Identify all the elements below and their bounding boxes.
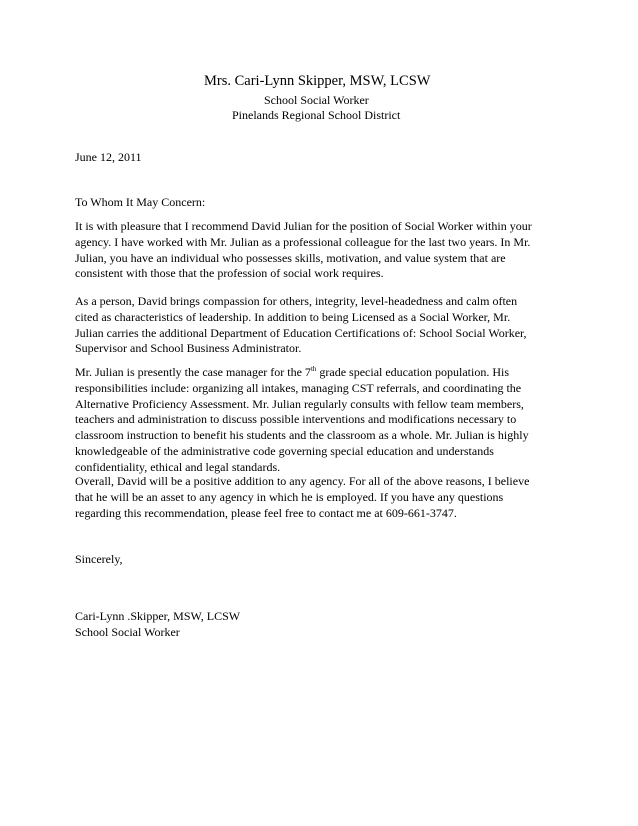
paragraph-line: Overall, David will be a positive addition to any agency. For all of the above reasons, I believe: [75, 474, 530, 488]
paragraph-line: cited as characteristics of leadership. In addition to being Licensed as a Social Worker, Mr.: [75, 309, 511, 324]
paragraph-line: [75, 365, 575, 381]
signature-title: School Social Worker: [75, 625, 180, 639]
paragraph-responsibilities: [75, 365, 575, 476]
signature-name: Cari-Lynn .Skipper, MSW, LCSW: [75, 609, 241, 623]
letterhead-district: Pinelands Regional School District: [232, 108, 401, 122]
ordinal-superscript: th: [310, 365, 317, 373]
paragraph-character: [75, 294, 575, 357]
paragraph-line: Julian carries the additional Department of Education Certifications of: School Social Worker,: [75, 325, 527, 340]
closing: Sincerely,: [75, 552, 123, 566]
paragraph-line: knowledgeable of the administrative code governing special education and understands: [75, 443, 494, 458]
letter-date: June 12, 2011: [75, 150, 142, 164]
paragraph-line: classroom instruction to benefit his students and the classroom as a whole. Mr. Julian is highly: [75, 428, 529, 443]
paragraph-line: Alternative Proficiency Assessment. Mr. Julian regularly consults with fellow team members,: [75, 396, 524, 411]
paragraph-line: that he will be an asset to any agency in which he is employed. If you have any questions: [75, 489, 504, 504]
paragraph-line: Supervisor and School Business Administrator.: [75, 341, 302, 356]
paragraph-line: regarding this recommendation, please feel free to contact me at 609-661-3747.: [75, 505, 457, 520]
paragraph-line: As a person, David brings compassion for others, integrity, level-headedness and calm often: [75, 294, 518, 308]
paragraph-line: consistent with those that the profession of social work requires.: [75, 266, 384, 281]
line-text: grade special education population. His: [316, 365, 509, 379]
paragraph-line: It is with pleasure that I recommend David Julian for the position of Social Worker within your: [75, 219, 532, 233]
paragraph-line: teachers and administration to discuss possible interventions and modifications necessary to: [75, 412, 517, 427]
paragraph-line: responsibilities include: organizing all intakes, managing CST referrals, and coordinating the: [75, 380, 522, 395]
paragraph-line: Julian, you have an individual who possesses skills, motivation, and value system that are: [75, 250, 506, 265]
letterhead-title: School Social Worker: [264, 93, 369, 107]
line-text: Mr. Julian is presently the case manager for the 7: [75, 365, 311, 379]
paragraph-recommendation: [75, 219, 575, 282]
paragraph-summary: [75, 474, 575, 521]
paragraph-line: confidentiality, ethical and legal standards.: [75, 459, 281, 474]
paragraph-line: agency. I have worked with Mr. Julian as a professional colleague for the last two years. In Mr.: [75, 234, 531, 249]
letterhead-name: Mrs. Cari-Lynn Skipper, MSW, LCSW: [204, 73, 431, 89]
salutation: To Whom It May Concern:: [75, 195, 206, 209]
